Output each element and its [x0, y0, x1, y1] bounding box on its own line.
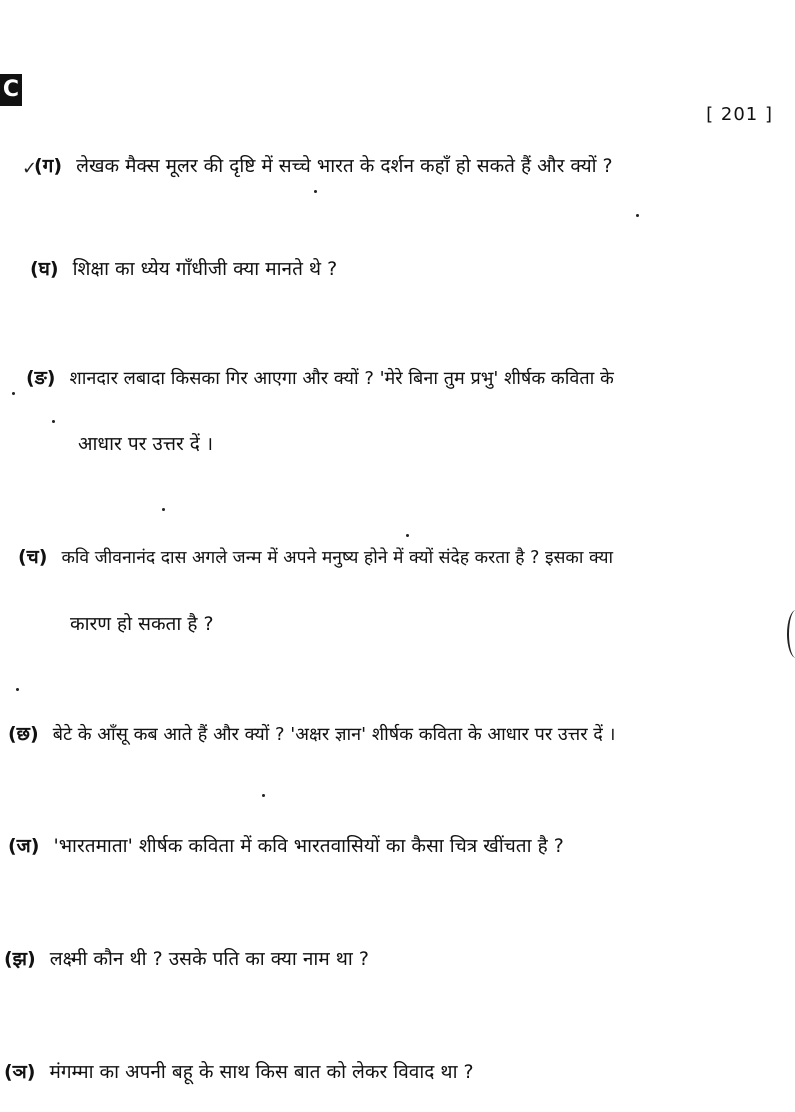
question-text: मंगम्मा का अपनी बहू के साथ किस बात को लेकर विवाद था ? — [49, 1061, 474, 1083]
question-marker: (घ) — [30, 258, 59, 280]
question-gha — [30, 255, 337, 283]
question-chha — [8, 720, 615, 749]
scan-speck — [636, 214, 639, 217]
question-text: बेटे के आँसू कब आते हैं और क्यों ? 'अक्षर ज्ञान' शीर्षक कविता के आधार पर उत्तर दें । — [52, 724, 616, 745]
question-text: लक्ष्मी कौन थी ? उसके पति का क्या नाम था ? — [49, 948, 369, 970]
scan-edge-mark — [787, 610, 795, 658]
scan-speck — [52, 420, 55, 423]
question-text: 'भारतमाता' शीर्षक कविता में कवि भारतवासियों का कैसा चित्र खींचता है ? — [53, 835, 564, 857]
question-nya — [4, 1058, 474, 1086]
scan-speck — [162, 508, 165, 511]
question-marker: (छ) — [8, 723, 39, 745]
check-mark-icon: ✓ — [22, 158, 38, 179]
question-jha — [4, 945, 369, 973]
scan-speck — [12, 392, 15, 395]
scan-speck — [406, 534, 409, 537]
question-text: लेखक मैक्स मूलर की दृष्टि में सच्चे भारत के दर्शन कहाँ हो सकते हैं और क्यों ? — [76, 155, 613, 177]
question-nga — [26, 364, 614, 455]
scan-speck — [16, 688, 19, 691]
question-marker: (ङ) — [26, 367, 56, 389]
question-text-continued: आधार पर उत्तर दें । — [78, 433, 214, 455]
question-marker: (ज) — [8, 835, 40, 857]
question-ja — [8, 832, 564, 860]
question-text: शानदार लबादा किसका गिर आएगा और क्यों ? 'मेरे बिना तुम प्रभु' शीर्षक कविता के — [69, 368, 614, 389]
question-text: कवि जीवनानंद दास अगले जन्म में अपने मनुष्य होने में क्यों संदेह करता है ? इसका क्या — [61, 548, 614, 568]
question-marker: (झ) — [4, 948, 36, 970]
question-marker: (ग) — [34, 155, 63, 177]
question-marker: (च) — [18, 546, 48, 568]
question-text-continued: कारण हो सकता है ? — [70, 613, 214, 635]
question-cha — [18, 543, 614, 635]
scan-speck — [314, 190, 317, 193]
question-marker: (ञ) — [4, 1061, 36, 1083]
scan-speck — [262, 794, 265, 797]
question-ga — [34, 152, 613, 180]
section-badge: C — [0, 74, 22, 106]
question-text: शिक्षा का ध्येय गाँधीजी क्या मानते थे ? — [72, 258, 338, 280]
page-number: [ 201 ] — [706, 104, 773, 125]
